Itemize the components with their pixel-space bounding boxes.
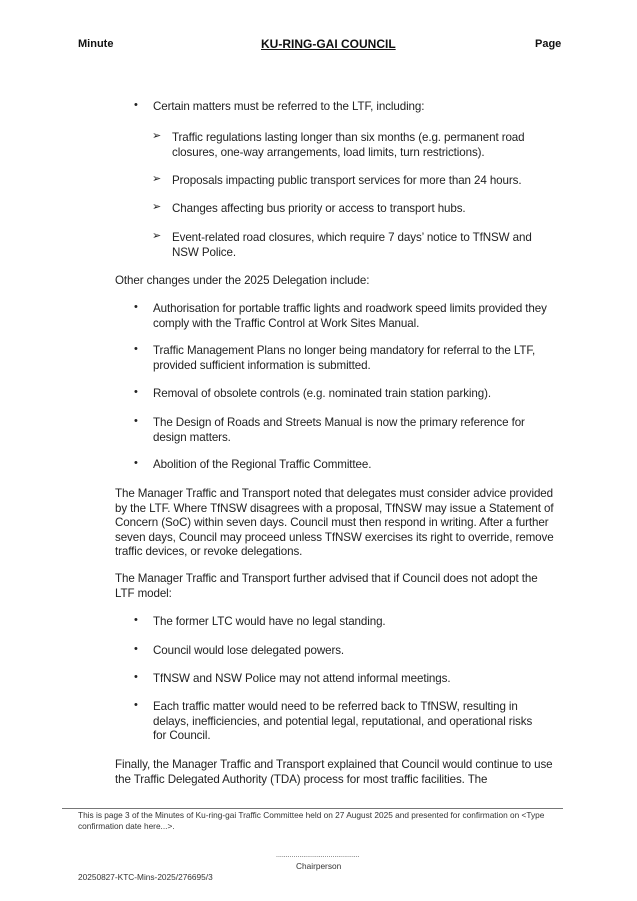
change-item: Abolition of the Regional Traffic Committee. [153,458,372,471]
header-minute: Minute [78,38,114,50]
bullet-icon: • [134,386,138,398]
sub-item: Changes affecting bus priority or access to transport hubs. [172,202,466,215]
footer-note: This is page 3 of the Minutes of Ku-ring-gai Traffic Committee held on 27 August 2025 and presented for confirmation on <Type confirmation date here...>. [78,810,545,831]
arrow-bullet-icon: ➢ [152,230,162,242]
change-item: Traffic Management Plans no longer being mandatory for referral to the LTF, provided sufficient information is submitted. [153,344,536,372]
sub-item: Traffic regulations lasting longer than six months (e.g. permanent road closures, one-way arrangements, load limits, turn restrictions). [172,131,525,159]
arrow-bullet-icon: ➢ [152,173,162,185]
signature-line: ........................................... [276,852,360,859]
arrow-bullet-icon: ➢ [152,201,162,213]
paragraph-ltf-model: The Manager Traffic and Transport further advised that if Council does not adopt the LTF model: [115,572,538,600]
arrow-bullet-icon: ➢ [152,130,162,142]
sub-item: Proposals impacting public transport services for more than 24 hours. [172,174,522,187]
other-changes-intro: Other changes under the 2025 Delegation include: [115,274,370,287]
paragraph-soc: The Manager Traffic and Transport noted that delegates must consider advice provided by the LTF. Where TfNSW disagrees with a proposal, TfNSW may issue a Statement of Concern (SoC) within seven days. Council must then respond in writing. After a further seven days, Council may proceed unless TfNSW exercises its right to override, remove traffic devices, or revoke delegations. [115,487,554,559]
bullet-icon: • [134,301,138,313]
header-page: Page [535,38,562,50]
signature-label: Chairperson [296,861,342,871]
change-item: Authorisation for portable traffic lights and roadwork speed limits provided they comply with the Traffic Control at Work Sites Manual. [153,302,547,330]
change-item: Removal of obsolete controls (e.g. nominated train station parking). [153,387,491,400]
consequence-item: Council would lose delegated powers. [153,644,345,657]
bullet-icon: • [134,99,138,111]
bullet-intro: Certain matters must be referred to the LTF, including: [153,100,425,113]
bullet-icon: • [134,699,138,711]
sub-item: Event-related road closures, which require 7 days’ notice to TfNSW and NSW Police. [172,231,532,259]
footer-divider [62,808,563,809]
consequence-item: Each traffic matter would need to be referred back to TfNSW, resulting in delays, inefficiencies, and potential legal, reputational, and operational risks for Council. [153,700,533,743]
bullet-icon: • [134,457,138,469]
consequence-item: The former LTC would have no legal standing. [153,615,386,628]
change-item: The Design of Roads and Streets Manual is now the primary reference for design matters. [153,416,525,444]
bullet-icon: • [134,343,138,355]
bullet-icon: • [134,614,138,626]
paragraph-tda: Finally, the Manager Traffic and Transport explained that Council would continue to use the Traffic Delegated Authority (TDA) process for most traffic facilities. The [115,758,553,786]
header-council: KU-RING-GAI COUNCIL [261,37,396,51]
bullet-icon: • [134,643,138,655]
consequence-item: TfNSW and NSW Police may not attend informal meetings. [153,672,451,685]
bullet-icon: • [134,671,138,683]
bullet-icon: • [134,415,138,427]
document-id: 20250827-KTC-Mins-2025/276695/3 [78,872,213,882]
